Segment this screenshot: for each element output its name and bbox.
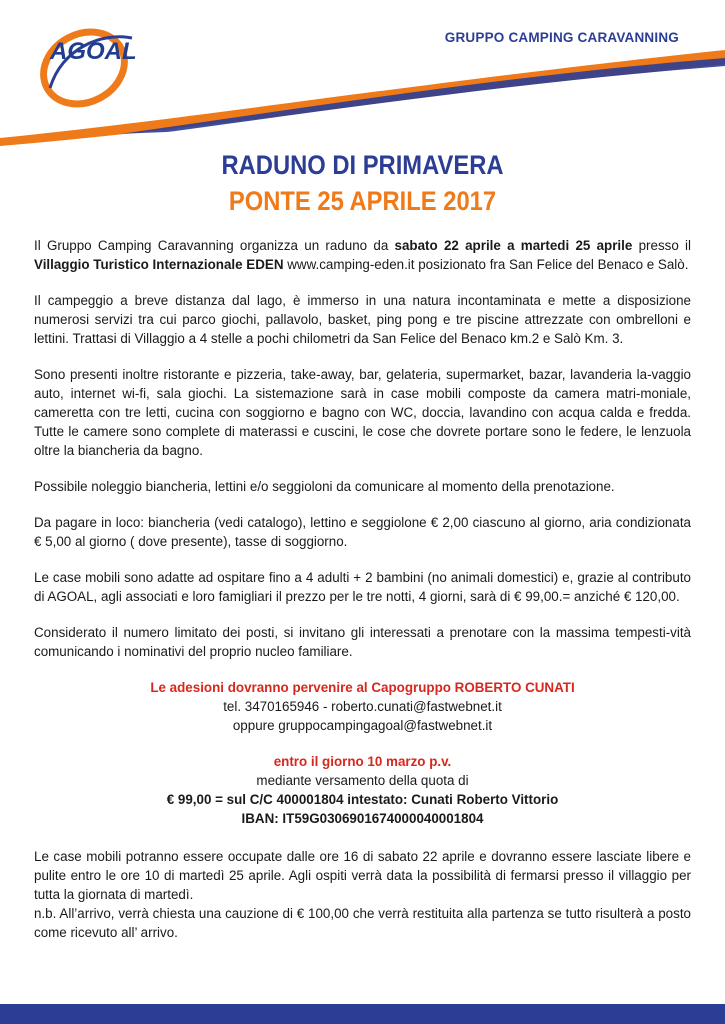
payment-intro: mediante versamento della quota di [256, 773, 469, 788]
paragraph-campsite: Il campeggio a breve distanza dal lago, è immerso in una natura incontaminata e mette a disposizione numerosi servizi tra cui parco giochi, pallavolo, basket, ping pong e tre piscine attrezzate con ombrelloni e lettini. Trattasi di Villaggio a 4 stelle a pochi chilometri da San Felice del Benaco km.2 e Salò Km. 3. [34, 293, 691, 346]
white-mask [110, 66, 725, 150]
contact-phone-email: tel. 3470165946 - roberto.cunati@fastwebnet.it [223, 699, 502, 714]
intro-dates: sabato 22 aprile a martedi 25 aprile [394, 238, 633, 253]
document-body [34, 236, 691, 959]
paragraph-rental: Possibile noleggio biancheria, lettini e/o seggioloni da comunicare al momento della prenotazione. [34, 479, 615, 494]
group-name: GRUPPO CAMPING CARAVANNING [444, 30, 679, 45]
intro-text-2: presso il [632, 238, 691, 253]
payment-deadline: entro il giorno 10 marzo p.v. [273, 754, 452, 769]
paragraph-booking: Considerato il numero limitato dei posti, si invitano gli interessati a prenotare con la massima tempesti-vità comunicando i nominativi del proprio nucleo familiare. [34, 625, 691, 659]
paragraph-services: Sono presenti inoltre ristorante e pizzeria, take-away, bar, gelateria, supermarket, bazar, lavanderia la-vaggio auto, internet wi-fi, sala giochi. La sistemazione sarà in case mobili composte da camera matri-moniale, cameretta con tre letti, cucina con soggiorno e bagno con WC, doccia, lavandino con acqua calda e fredda. Tutte le camere sono complete di materassi e cuscini, le cose che dovrete portare sono le federe, le lenzuola oltre la biancheria da bagno. [34, 367, 691, 458]
logo-text: AGOAL [50, 38, 137, 65]
paragraph-intro [34, 236, 691, 274]
payment-block [34, 752, 691, 828]
payment-account: € 99,00 = sul C/C 400001804 intestato: Cunati Roberto Vittorio [166, 792, 559, 807]
footer-bar [0, 1004, 725, 1024]
paragraph-price: Le case mobili sono adatte ad ospitare fino a 4 adulti + 2 bambini (no animali domestici) e, grazie al contributo di AGOAL, agli associati e loro famigliari il prezzo per le tre notti, 4 giorni, sarà di € 99,00.= anziché € 120,00. [34, 570, 691, 604]
paragraph-checkin: Le case mobili potranno essere occupate dalle ore 16 di sabato 22 aprile e dovranno essere lasciate libere e pulite entro le ore 10 di martedì 25 aprile. Agli ospiti verrà data la possibilità di fermarsi presso il villaggio per tutta la giornata di martedì. [34, 849, 691, 902]
page-subtitle: PONTE 25 APRILE 2017 [228, 186, 497, 216]
contact-alt-email: oppure gruppocampingagoal@fastwebnet.it [232, 718, 493, 733]
intro-text: Il Gruppo Camping Caravanning organizza un raduno da [34, 238, 395, 253]
page-title: RADUNO DI PRIMAVERA [221, 150, 504, 180]
intro-village: Villaggio Turistico Internazionale EDEN [34, 257, 284, 272]
payment-iban: IBAN: IT59G0306901674000040001804 [241, 811, 484, 826]
intro-text-3: www.camping-eden.it posizionato fra San Felice del Benaco e Salò. [283, 257, 689, 272]
contact-block [34, 678, 691, 735]
contact-heading: Le adesioni dovranno pervenire al Capogruppo ROBERTO CUNATI [150, 680, 575, 695]
paragraph-deposit: n.b. All’arrivo, verrà chiesta una cauzione di € 100,00 che verrà restituita alla partenza se tutto risulterà a posto come ricevuto all’ arrivo. [34, 906, 691, 940]
paragraph-onsite-costs: Da pagare in loco: biancheria (vedi catalogo), lettino e seggiolone € 2,00 ciascuno al giorno, aria condizionata € 5,00 al giorno ( dove presente), tasse di soggiorno. [34, 515, 691, 549]
